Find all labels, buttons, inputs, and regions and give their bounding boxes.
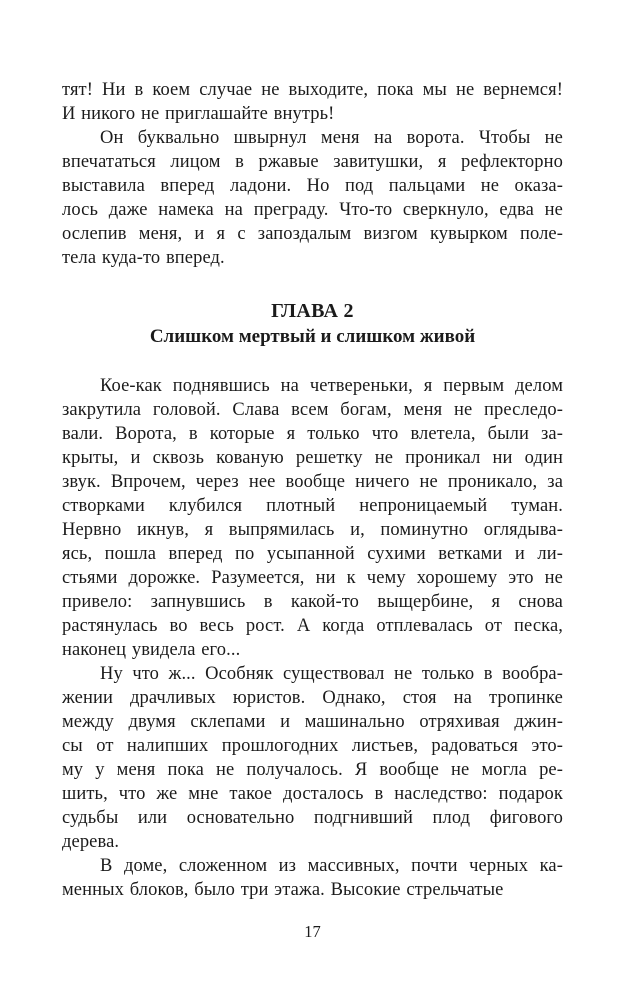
body-text-section: [62, 374, 563, 902]
text-line: впечататься лицом в ржавые завитушки, я рефлекторно: [62, 152, 563, 172]
text-line: ослепив меня, и я с запоздалым визгом кувырком поле-: [62, 224, 563, 244]
text-line: дерева.: [62, 832, 120, 852]
text-line: звук. Впрочем, через нее вообще ничего не проникало, за: [62, 472, 563, 492]
text-line: Нервно икнув, я выпрямилась и, поминутно оглядыва-: [62, 520, 563, 540]
text-line: Кое-как поднявшись на четвереньки, я первым делом: [100, 376, 563, 396]
text-line: судьбы или основательно подгнивший плод фигового: [62, 808, 563, 828]
text-line: стьями дорожке. Разумеется, ни к чему хорошему это не: [62, 568, 563, 588]
text-line: крыты, и сквозь кованую решетку не проникал ни один: [62, 448, 563, 468]
paragraph: [62, 78, 563, 126]
text-line: между двумя склепами и машинально отряхивая джин-: [62, 712, 563, 732]
text-line: ясь, пошла вперед по усыпанной сухими ветками и ли-: [62, 544, 563, 564]
paragraph: [62, 126, 563, 270]
paragraph: [62, 374, 563, 662]
text-line: закрутила головой. Слава всем богам, меня не преследо-: [62, 400, 563, 420]
chapter-heading: [62, 298, 563, 350]
text-line: тела куда-то вперед.: [62, 248, 225, 268]
text-line: привело: запнувшись в какой-то выщербине, я снова: [62, 592, 563, 612]
text-line: вали. Ворота, в которые я только что влетела, были за-: [62, 424, 563, 444]
text-line: менных блоков, было три этажа. Высокие стрельчатые: [62, 880, 504, 900]
chapter-title: ГЛАВА 2: [271, 300, 354, 322]
text-line: В доме, сложенном из массивных, почти черных ка-: [100, 856, 563, 876]
text-line: растянулась во весь рост. А когда отплевалась от песка,: [62, 616, 563, 636]
text-line: тят! Ни в коем случае не выходите, пока мы не вернемся!: [62, 80, 563, 100]
text-line: Ну что ж... Особняк существовал не только в вообра-: [100, 664, 563, 684]
text-line: наконец увидела его...: [62, 640, 241, 660]
chapter-subtitle: Слишком мертвый и слишком живой: [149, 326, 476, 347]
text-line: лось даже намека на преграду. Что-то сверкнуло, едва не: [62, 200, 563, 220]
text-line: створками клубился плотный непроницаемый туман.: [62, 496, 563, 516]
text-line: му у меня пока не получалось. Я вообще не могла ре-: [62, 760, 563, 780]
text-line: сы от налипших прошлогодних листьев, радоваться это-: [62, 736, 563, 756]
text-line: Он буквально швырнул меня на ворота. Чтобы не: [100, 128, 563, 148]
page-text: [62, 78, 563, 902]
paragraph: [62, 662, 563, 854]
text-line: И никого не приглашайте внутрь!: [62, 104, 335, 124]
text-line: шить, что же мне такое досталось в наследство: подарок: [62, 784, 563, 804]
page-number: 17: [304, 922, 321, 941]
top-text-section: [62, 78, 563, 270]
text-line: выставила вперед ладони. Но под пальцами не оказа-: [62, 176, 563, 196]
text-line: жении драчливых юристов. Однако, стоя на тропинке: [62, 688, 563, 708]
paragraph: [62, 854, 563, 902]
